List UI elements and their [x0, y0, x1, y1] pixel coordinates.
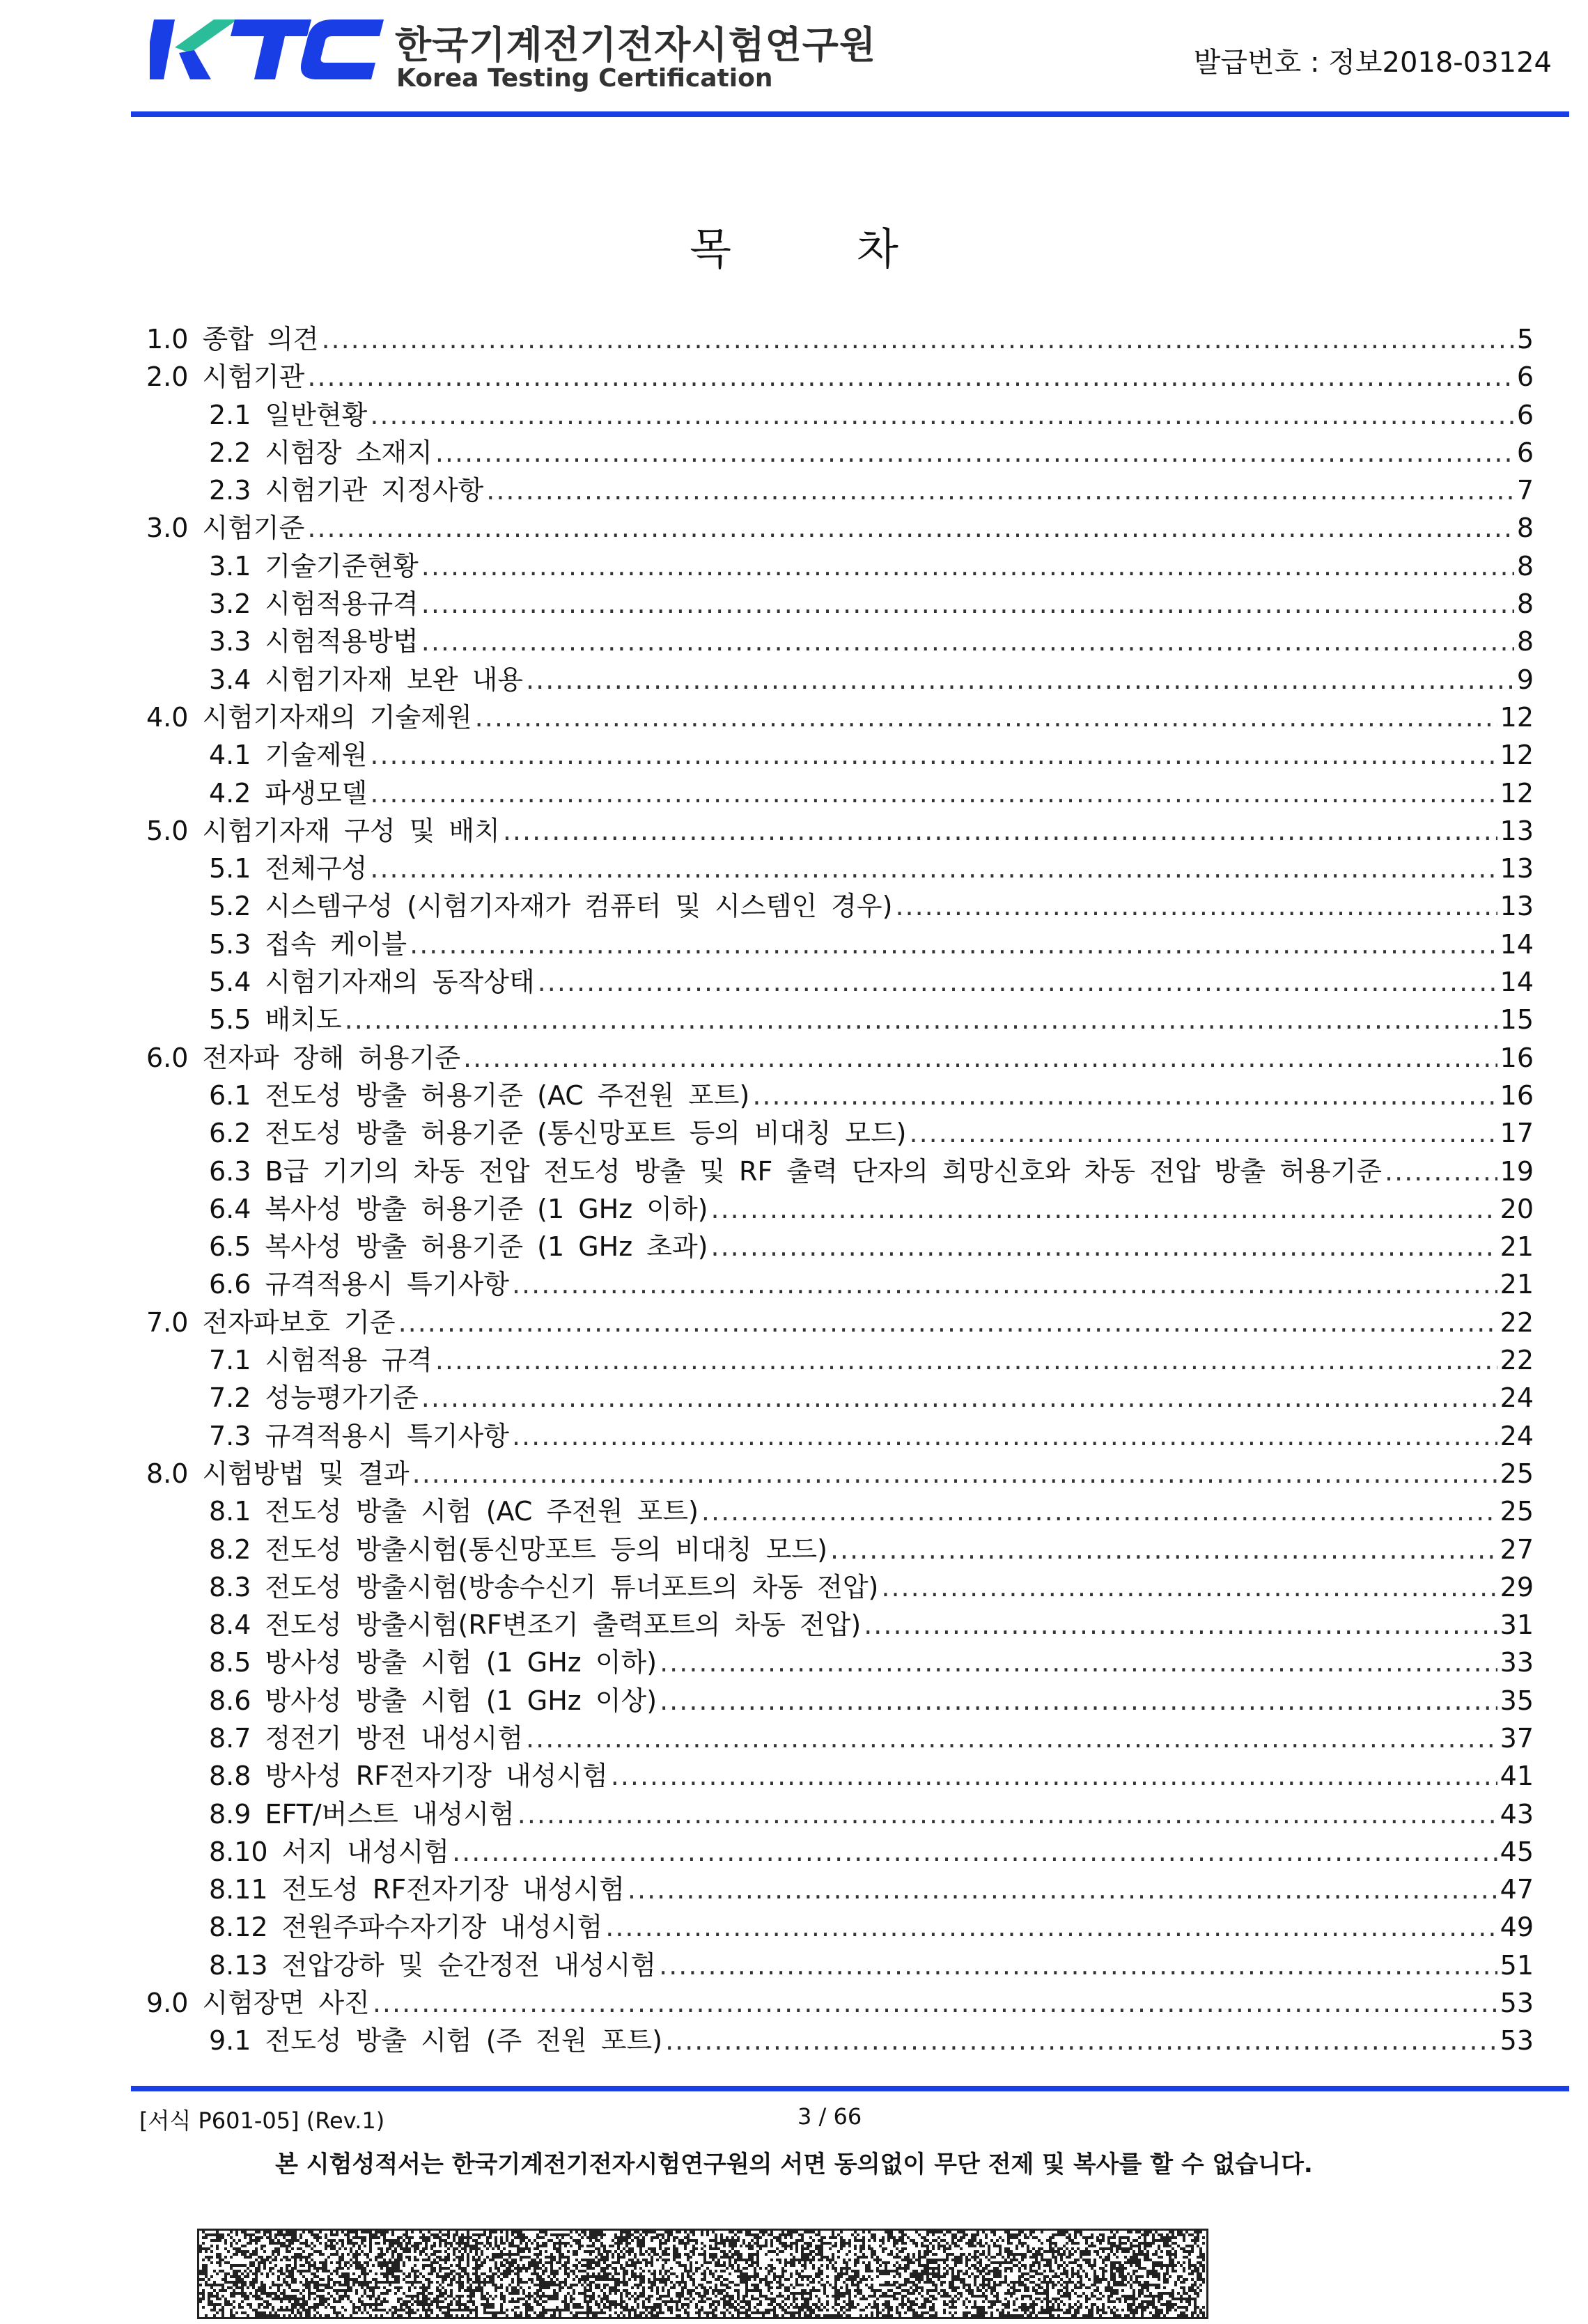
toc-entry[interactable]	[146, 661, 1534, 699]
page-header	[0, 0, 1588, 118]
toc-entry[interactable]	[146, 623, 1534, 660]
issue-number: 발급번호 : 정보2018-03124	[1193, 47, 1552, 79]
toc-entry-page: 6	[1516, 361, 1534, 393]
toc-entry-page: 33	[1500, 1647, 1534, 1678]
toc-entry[interactable]	[146, 1265, 1534, 1303]
toc-leader-dots	[421, 1379, 1497, 1417]
toc-entry-page: 53	[1500, 2025, 1534, 2057]
toc-entry-label: 6.6 규격적용시 특기사항	[209, 1269, 509, 1300]
toc-entry[interactable]	[146, 358, 1534, 396]
toc-entry-label: 8.4 전도성 방출시험(RF변조기 출력포트의 차동 전압)	[209, 1609, 862, 1641]
toc-entry[interactable]	[146, 1795, 1534, 1833]
toc-entry-page: 47	[1500, 1874, 1534, 1905]
toc-entry-label: 6.5 복사성 방출 허용기준 (1 GHz 초과)	[209, 1231, 708, 1263]
page-title	[0, 215, 1588, 276]
copyright-notice: 본 시험성적서는 한국기계전기전자시험연구원의 서면 동의없이 무단 전제 및 복사를 할 수 없습니다.	[275, 2151, 1313, 2178]
logo-english-name: Korea Testing Certification	[396, 64, 773, 93]
page-indicator: 3 / 66	[797, 2103, 862, 2130]
toc-entry-page: 27	[1500, 1534, 1534, 1565]
form-number: [서식 P601-05] (Rev.1)	[139, 2107, 385, 2134]
toc-entry-label: 5.1 전체구성	[209, 853, 368, 884]
toc-entry-label: 5.5 배치도	[209, 1004, 342, 1036]
toc-entry-page: 20	[1500, 1193, 1534, 1224]
toc-leader-dots	[345, 1001, 1497, 1038]
toc-entry-label: 3.0 시험기준	[146, 513, 305, 544]
table-of-contents	[146, 320, 1534, 2060]
toc-entry-label: 6.2 전도성 방출 허용기준 (통신망포트 등의 비대칭 모드)	[209, 1118, 907, 1149]
toc-leader-dots	[660, 1644, 1497, 1681]
toc-entry-label: 8.11 전도성 RF전자기장 내성시험	[209, 1874, 625, 1905]
toc-entry[interactable]	[146, 1531, 1534, 1568]
toc-entry[interactable]	[146, 1228, 1534, 1265]
toc-entry[interactable]	[146, 1719, 1534, 1757]
toc-entry-label: 8.10 서지 내성시험	[209, 1836, 450, 1867]
toc-entry-page: 12	[1500, 777, 1534, 809]
toc-entry-page: 37	[1500, 1722, 1534, 1754]
page-title-char-1: 목	[690, 224, 731, 274]
toc-leader-dots	[517, 1795, 1497, 1833]
toc-leader-dots	[421, 585, 1514, 623]
toc-entry-label: 8.7 정전기 방전 내성시험	[209, 1722, 524, 1754]
toc-entry[interactable]	[146, 320, 1534, 358]
toc-entry-label: 7.1 시험적용 규격	[209, 1345, 433, 1376]
toc-entry[interactable]	[146, 1568, 1534, 1606]
toc-entry-label: 2.3 시험기관 지정사항	[209, 475, 484, 506]
toc-entry[interactable]	[146, 396, 1534, 434]
toc-entry[interactable]	[146, 1001, 1534, 1038]
toc-entry-label: 8.0 시험방법 및 결과	[146, 1458, 410, 1489]
toc-entry-page: 12	[1500, 740, 1534, 771]
toc-entry-label: 6.4 복사성 방출 허용기준 (1 GHz 이하)	[209, 1193, 708, 1224]
toc-entry[interactable]	[146, 1606, 1534, 1644]
toc-leader-dots	[864, 1606, 1497, 1644]
toc-leader-dots	[370, 774, 1497, 812]
toc-entry[interactable]	[146, 1833, 1534, 1871]
toc-entry-page: 43	[1500, 1798, 1534, 1830]
toc-entry-label: 6.0 전자파 장해 허용기준	[146, 1042, 461, 1073]
toc-entry-page: 29	[1500, 1571, 1534, 1602]
toc-entry-page: 24	[1500, 1420, 1534, 1451]
toc-entry-page: 8	[1516, 626, 1534, 657]
toc-entry[interactable]	[146, 812, 1534, 850]
toc-entry[interactable]	[146, 736, 1534, 774]
toc-entry-label: 8.5 방사성 방출 시험 (1 GHz 이하)	[209, 1647, 657, 1678]
toc-leader-dots	[711, 1190, 1497, 1228]
toc-leader-dots	[307, 358, 1513, 396]
toc-entry[interactable]	[146, 699, 1534, 736]
toc-leader-dots	[628, 1871, 1497, 1908]
toc-entry-label: 4.1 기술제원	[209, 740, 368, 771]
toc-entry-page: 21	[1500, 1231, 1534, 1263]
toc-entry-label: 3.4 시험기자재 보완 내용	[209, 664, 524, 695]
toc-entry[interactable]	[146, 585, 1534, 623]
toc-leader-dots	[370, 850, 1497, 887]
toc-leader-dots	[486, 471, 1514, 509]
toc-entry[interactable]	[146, 1077, 1534, 1114]
toc-entry-label: 7.0 전자파보호 기준	[146, 1307, 396, 1338]
toc-leader-dots	[895, 887, 1497, 925]
logo-korean-name: 한국기계전기전자시험연구원	[395, 23, 877, 67]
toc-entry[interactable]	[146, 850, 1534, 887]
toc-leader-dots	[370, 396, 1513, 434]
toc-entry-page: 12	[1500, 701, 1534, 733]
toc-entry-label: 6.1 전도성 방출 허용기준 (AC 주전원 포트)	[209, 1079, 750, 1111]
toc-entry-page: 13	[1500, 815, 1534, 846]
toc-leader-dots	[398, 1304, 1497, 1341]
toc-leader-dots	[512, 1417, 1497, 1455]
toc-leader-dots	[512, 1265, 1497, 1303]
toc-leader-dots	[307, 509, 1513, 547]
toc-entry-page: 6	[1516, 437, 1534, 468]
toc-leader-dots	[410, 926, 1497, 963]
toc-entry-label: 5.0 시험기자재 구성 및 배치	[146, 815, 500, 846]
toc-entry-page: 8	[1516, 588, 1534, 620]
toc-entry-label: 1.0 종합 의견	[146, 324, 319, 354]
toc-entry-label: 8.8 방사성 RF전자기장 내성시험	[209, 1761, 608, 1792]
toc-entry-page: 51	[1500, 1949, 1534, 1981]
toc-leader-dots	[526, 1719, 1497, 1757]
toc-entry[interactable]	[146, 926, 1534, 963]
toc-entry-page: 22	[1500, 1345, 1534, 1376]
toc-entry-page: 13	[1500, 853, 1534, 884]
toc-leader-dots	[881, 1568, 1497, 1606]
toc-entry-page: 49	[1500, 1912, 1534, 1943]
toc-entry-page: 17	[1500, 1118, 1534, 1149]
toc-leader-dots	[421, 547, 1514, 585]
toc-entry-label: 8.2 전도성 방출시험(통신망포트 등의 비대칭 모드)	[209, 1534, 827, 1565]
toc-entry[interactable]	[146, 1417, 1534, 1455]
toc-entry[interactable]	[146, 1947, 1534, 1984]
toc-leader-dots	[452, 1833, 1497, 1871]
toc-leader-dots	[701, 1492, 1497, 1530]
toc-entry-page: 15	[1500, 1004, 1534, 1036]
toc-entry-page: 31	[1500, 1609, 1534, 1641]
toc-entry[interactable]	[146, 1492, 1534, 1530]
toc-entry[interactable]	[146, 1984, 1534, 2022]
toc-entry-page: 41	[1500, 1761, 1534, 1792]
toc-entry[interactable]	[146, 1757, 1534, 1795]
toc-leader-dots	[321, 320, 1513, 358]
toc-leader-dots	[463, 1039, 1497, 1077]
toc-entry-page: 8	[1516, 550, 1534, 582]
toc-leader-dots	[659, 1947, 1497, 1984]
toc-entry-label: 9.1 전도성 방출 시험 (주 전원 포트)	[209, 2025, 663, 2057]
toc-leader-dots	[830, 1531, 1497, 1568]
toc-entry[interactable]	[146, 1682, 1534, 1719]
toc-entry-label: 8.9 EFT/버스트 내성시험	[209, 1798, 515, 1830]
toc-entry[interactable]	[146, 1644, 1534, 1681]
toc-entry-label: 4.2 파생모델	[209, 777, 368, 809]
toc-entry[interactable]	[146, 887, 1534, 925]
toc-leader-dots	[475, 699, 1497, 736]
toc-entry-label: 5.4 시험기자재의 동작상태	[209, 967, 535, 998]
document-barcode	[197, 2229, 1208, 2319]
toc-leader-dots	[412, 1455, 1497, 1492]
toc-entry[interactable]	[146, 434, 1534, 471]
toc-entry-page: 7	[1516, 475, 1534, 506]
toc-entry[interactable]	[146, 1039, 1534, 1077]
toc-entry-label: 8.3 전도성 방출시험(방송수신기 튜너포트의 차동 전압)	[209, 1571, 879, 1602]
toc-entry-label: 2.2 시험장 소재지	[209, 437, 433, 468]
toc-entry[interactable]	[146, 774, 1534, 812]
toc-entry[interactable]	[146, 1190, 1534, 1228]
toc-entry[interactable]	[146, 1341, 1534, 1379]
toc-leader-dots	[1385, 1153, 1497, 1190]
toc-entry-label: 3.1 기술기준현황	[209, 550, 419, 582]
toc-leader-dots	[421, 623, 1514, 660]
toc-leader-dots	[752, 1077, 1497, 1114]
toc-entry-page: 8	[1516, 513, 1534, 544]
toc-entry-page: 9	[1516, 664, 1534, 695]
toc-entry-page: 25	[1500, 1496, 1534, 1527]
toc-entry-page: 14	[1500, 928, 1534, 960]
toc-entry-label: 2.0 시험기관	[146, 361, 305, 393]
toc-entry-label: 8.6 방사성 방출 시험 (1 GHz 이상)	[209, 1685, 657, 1716]
toc-entry-page: 13	[1500, 891, 1534, 922]
toc-entry-label: 7.3 규격적용시 특기사항	[209, 1420, 509, 1451]
toc-entry-label: 6.3 B급 기기의 차동 전압 전도성 방출 및 RF 출력 단자의 희망신호와 차동 전압 방출 허용기준	[209, 1155, 1383, 1187]
toc-entry-page: 53	[1500, 1988, 1534, 2019]
toc-entry-label: 5.2 시스템구성 (시험기자재가 컴퓨터 및 시스템인 경우)	[209, 891, 893, 922]
ktc-logo-mark	[150, 11, 387, 88]
toc-entry-label: 5.3 접속 케이블	[209, 928, 407, 960]
toc-entry-label: 8.13 전압강하 및 순간정전 내성시험	[209, 1949, 657, 1981]
footer-divider	[131, 2086, 1569, 2091]
toc-leader-dots	[503, 812, 1497, 850]
toc-entry-page: 16	[1500, 1042, 1534, 1073]
toc-entry[interactable]	[146, 1114, 1534, 1152]
toc-entry[interactable]	[146, 1379, 1534, 1417]
toc-entry-page: 19	[1500, 1155, 1534, 1187]
toc-entry-label: 8.12 전원주파수자기장 내성시험	[209, 1912, 603, 1943]
toc-entry-label: 2.1 일반현황	[209, 399, 368, 430]
toc-entry[interactable]	[146, 2022, 1534, 2059]
toc-entry[interactable]	[146, 1455, 1534, 1492]
toc-entry-page: 22	[1500, 1307, 1534, 1338]
toc-leader-dots	[373, 1984, 1497, 2022]
toc-leader-dots	[660, 1682, 1497, 1719]
toc-entry[interactable]	[146, 1153, 1534, 1190]
page-title-char-2: 차	[857, 224, 898, 274]
toc-leader-dots	[370, 736, 1497, 774]
toc-leader-dots	[910, 1114, 1497, 1152]
toc-entry-page: 16	[1500, 1079, 1534, 1111]
header-divider	[131, 111, 1569, 117]
toc-entry[interactable]	[146, 1871, 1534, 1908]
toc-leader-dots	[435, 1341, 1497, 1379]
toc-entry-label: 9.0 시험장면 사진	[146, 1988, 370, 2019]
toc-entry-page: 45	[1500, 1836, 1534, 1867]
toc-leader-dots	[526, 661, 1514, 699]
toc-leader-dots	[605, 1908, 1497, 1946]
toc-entry-page: 5	[1516, 324, 1534, 354]
toc-entry[interactable]	[146, 1304, 1534, 1341]
toc-entry-page: 21	[1500, 1269, 1534, 1300]
toc-leader-dots	[538, 963, 1497, 1001]
toc-entry[interactable]	[146, 1908, 1534, 1946]
toc-entry-page: 6	[1516, 399, 1534, 430]
toc-leader-dots	[711, 1228, 1497, 1265]
toc-entry-page: 35	[1500, 1685, 1534, 1716]
toc-entry-label: 4.0 시험기자재의 기술제원	[146, 701, 472, 733]
toc-entry-page: 24	[1500, 1382, 1534, 1414]
toc-entry-page: 25	[1500, 1458, 1534, 1489]
toc-entry-label: 7.2 성능평가기준	[209, 1382, 419, 1414]
toc-leader-dots	[611, 1757, 1497, 1795]
toc-entry-label: 3.3 시험적용방법	[209, 626, 419, 657]
toc-entry[interactable]	[146, 547, 1534, 585]
toc-leader-dots	[435, 434, 1514, 471]
toc-entry-page: 14	[1500, 967, 1534, 998]
ktc-logo	[150, 8, 877, 93]
toc-entry[interactable]	[146, 509, 1534, 547]
toc-entry[interactable]	[146, 963, 1534, 1001]
toc-entry[interactable]	[146, 471, 1534, 509]
toc-leader-dots	[665, 2022, 1497, 2059]
toc-entry-label: 8.1 전도성 방출 시험 (AC 주전원 포트)	[209, 1496, 699, 1527]
toc-entry-label: 3.2 시험적용규격	[209, 588, 419, 620]
